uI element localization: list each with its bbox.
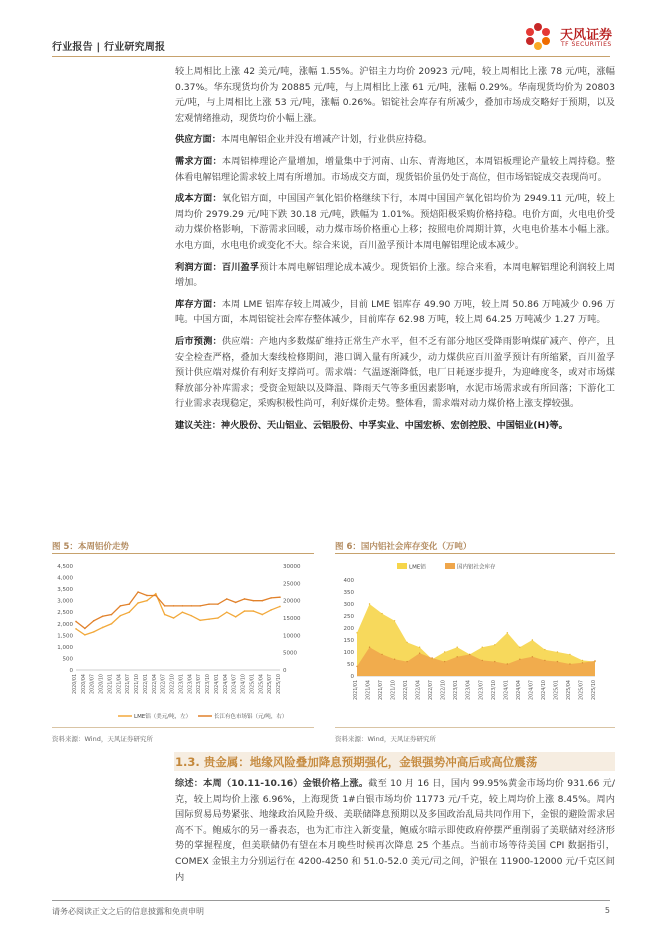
data-point [128, 611, 130, 613]
x-tick-label: 2021/01 [108, 674, 114, 694]
report-header: 行业报告 | 行业研究周报 [52, 42, 166, 53]
x-tick-label: 2021/01 [354, 680, 359, 700]
data-point [93, 631, 95, 633]
data-point [279, 606, 281, 608]
figure6-bottom-rule [335, 727, 615, 728]
data-point [102, 615, 104, 617]
header-divider [52, 56, 610, 57]
y-tick-left: 0 [69, 668, 73, 674]
x-tick-label: 2023/07 [197, 674, 203, 694]
legend-label-lme: LME铝 [409, 564, 426, 571]
x-tick-label: 2022/10 [441, 680, 447, 700]
data-point [182, 611, 184, 613]
x-tick-label: 2023/01 [179, 674, 185, 694]
figure5-source: 资料来源：Wind，天风证券研究所 [52, 735, 153, 743]
data-point [235, 616, 237, 618]
x-tick-label: 2021/07 [379, 680, 385, 700]
data-point [381, 654, 382, 655]
paragraph: 后市预测：供应端：产地内多数煤矿维持正常生产水平，但不乏有部分地区受降雨影响煤矿减产、停产，且安全检查严格，叠加大秦线检修期间，港口调入量有所减少，动力煤供应百川盈孚预计有所缩紧，百川盈孚预计供应端对煤价有利好支撑尚可。需求端：气温逐渐降低，电厂日耗逐步提升，为迎峰度冬，或对市场煤释放部分补库需求；受资金短缺以及降温、降雨天气等多重因素影响，水泥市场需求或有所回落；下游化工行业需求表现稳定，采购积极性尚可，利好煤价走势。整体看，需求端对动力煤价格上涨支撑较强。 [175, 335, 615, 410]
x-tick-label: 2024/07 [529, 680, 535, 700]
y-tick-left: 2,000 [57, 621, 73, 628]
x-tick-label: 2025/07 [579, 680, 585, 700]
y-tick: 250 [343, 614, 354, 620]
data-point [261, 600, 263, 602]
y-tick-left: 2,500 [57, 610, 73, 617]
y-tick: 100 [343, 650, 354, 656]
data-point [369, 647, 370, 648]
brand-name: 天风证券 [560, 28, 613, 43]
footer-disclaimer: 请务必阅读正文之后的信息披露和免责申明 [52, 907, 204, 916]
x-tick-label: 2024/01 [504, 680, 510, 700]
section-lead: 综述：本周（10.11-10.16）金银价格上涨。 [175, 778, 369, 789]
y-tick-left: 1,000 [57, 644, 73, 651]
data-point [279, 596, 281, 598]
data-point [208, 618, 210, 620]
data-point [519, 647, 520, 648]
x-tick-label: 2024/10 [241, 674, 247, 694]
data-point [356, 666, 357, 667]
y-tick: 200 [343, 626, 354, 632]
data-point [494, 661, 495, 662]
data-point [208, 603, 210, 605]
data-point [173, 605, 175, 607]
data-point [582, 660, 583, 661]
x-tick-label: 2020/04 [81, 674, 87, 694]
data-point [235, 602, 237, 604]
x-tick-label: 2023/01 [454, 680, 460, 700]
data-point [137, 602, 139, 604]
data-point [173, 617, 175, 619]
data-point [557, 661, 558, 662]
data-point [191, 615, 193, 617]
data-point [494, 644, 495, 645]
paragraph: 库存方面：本周 LME 铝库存较上周减少，目前 LME 铝库存 49.90 万吨，较上周 50.86 万吨减少 0.96 万吨。中国方面，本周铝锭社会库存整体减少，目前库存 62.98 万吨，较上周 64.25 万吨减少 1.27 万吨。 [175, 298, 616, 326]
data-point [544, 649, 545, 650]
data-point [507, 632, 508, 633]
data-point [217, 603, 219, 605]
figure5-bottom-rule [52, 727, 314, 728]
data-point [226, 598, 228, 600]
x-tick-label: 2024/07 [232, 674, 238, 694]
figure6-chart [335, 558, 615, 726]
legend-label-lme: LME铝（美元/吨，左） [134, 714, 192, 720]
data-point [419, 647, 420, 648]
x-tick-label: 2024/04 [223, 674, 229, 694]
data-point [356, 632, 357, 633]
data-point [532, 656, 533, 657]
data-point [569, 654, 570, 655]
y-tick-right: 5000 [283, 650, 297, 657]
section-text: 截至 10 月 16 日，国内 99.95%黄金市场均价 931.66 元/克，较上周均价上涨 6.96%，上海现货 1#白银市场均价 11773 元/千克，较上周均价上涨 8.45%。周内国际贸易局势紧张、地缘政治风险升级、美联储降息预期以及多国政治乱局共同作用下，金银的避险需求居高不下。鲍威尔的另一番表态，也为汇市注入新变量，鲍威尔暗示即使政府停摆严重削弱了美联储对经济形势的掌握程度，但美联储仍有望在本月晚些时候再次降息 25 个基点。当前市场等待美国 CPI 数据指引，COMEX 金银主力分别运行在 4200-4250 和 51.0-52.0 美元/司之间，沪银在 11900-12000 元/千克区间内 [175, 778, 615, 883]
x-tick-label: 2022/01 [404, 680, 410, 700]
data-point [457, 656, 458, 657]
data-point [394, 620, 395, 621]
brand-sub: TF SECURITIES [561, 41, 612, 48]
data-point [444, 651, 445, 652]
data-point [164, 614, 166, 616]
data-point [164, 605, 166, 607]
footer-divider [52, 900, 610, 901]
x-tick-label: 2021/07 [126, 674, 132, 694]
x-tick-label: 2025/10 [592, 680, 597, 700]
x-tick-label: 2020/07 [90, 674, 96, 694]
legend-swatch-domestic [445, 563, 455, 569]
figure6-title: 图 6：国内铝社会库存变化（万吨） [335, 542, 472, 552]
y-tick-right: 10000 [283, 633, 301, 640]
data-point [226, 611, 228, 613]
data-point [155, 593, 157, 595]
legend-swatch-lme [397, 563, 407, 569]
data-point [199, 605, 201, 607]
page-number: 5 [604, 906, 610, 915]
data-point [557, 651, 558, 652]
data-point [569, 663, 570, 664]
data-point [75, 628, 77, 630]
paragraph: 供应方面：本周电解铝企业并没有增减产计划，行业供应持稳。 [175, 134, 433, 146]
y-tick-right: 0 [283, 668, 287, 674]
data-point [128, 603, 130, 605]
section-title: 1.3. 贵金属：地缘风险叠加降息预期强化，金银强势冲高后或高位震荡 [175, 755, 538, 769]
paragraph: 需求方面：本周铝棒理论产量增加，增量集中于河南、山东、青海地区，本周铝板理论产量较上周持稳。整体看电解铝理论需求较上周有所增加。市场成交方面，现货铝价虽仍处于高位，但市场铝锭成交表现尚可。 [175, 155, 615, 183]
x-tick-label: 2025/10 [277, 674, 282, 694]
y-tick: 300 [343, 602, 354, 608]
data-point [406, 642, 407, 643]
data-point [431, 659, 432, 660]
data-point [253, 610, 255, 612]
data-point [582, 662, 583, 663]
x-tick-label: 2025/07 [268, 674, 274, 694]
x-tick-label: 2021/04 [366, 680, 372, 700]
data-point [84, 634, 86, 636]
data-point [120, 615, 122, 617]
figure6-source: 资料来源：Wind，天风证券研究所 [335, 735, 436, 743]
y-tick-left: 3,500 [57, 587, 73, 594]
data-point [482, 660, 483, 661]
body-text [175, 64, 615, 439]
paragraph: 成本方面：氧化铝方面，中国国产氧化铝价格继续下行，本周中国国产氧化铝均价为 2949.11 元/吨，较上周均价 2979.29 元/吨下跌 30.18 元/吨，跌幅为 1.01%。预焙阳极采购价格持稳。电价方面，火电电价受动力煤价格影响，下游需求回暖，动力煤市场价格重心上移；按照电价周期计算，火电电价基本小幅上涨。水电方面，水电电价或变化不大。综合来说，百川盈孚预计本周电解铝理论成本减少。 [175, 193, 616, 251]
x-tick-label: 2021/04 [117, 674, 123, 694]
x-tick-label: 2020/01 [73, 674, 78, 694]
x-tick-label: 2025/04 [566, 680, 572, 700]
x-tick-label: 2024/04 [516, 680, 522, 700]
x-tick-label: 2025/04 [259, 674, 265, 694]
x-tick-label: 2022/04 [416, 680, 422, 700]
data-point [261, 614, 263, 616]
data-point [93, 620, 95, 622]
data-point [270, 609, 272, 611]
data-point [84, 628, 86, 630]
figure5-rule [52, 553, 314, 554]
data-point [431, 657, 432, 658]
data-point [244, 610, 246, 612]
y-tick: 50 [347, 662, 354, 668]
data-point [137, 591, 139, 593]
paragraph: 较上周相比上涨 42 美元/吨，涨幅 1.55%。沪铝主力均价 20923 元/吨，较上周相比上涨 78 元/吨，涨幅 0.37%。华东现货均价为 20885 元/吨，与上周相比上涨 61 元/吨，涨幅 0.29%。华南现货均价为 20803 元/吨，与上周相比上涨 53 元/吨，涨幅 0.26%。铝锭社会库存有所减少，叠加市场成交略好于预期，以及宏观情绪推动，现货均价小幅上涨。 [175, 66, 615, 124]
y-tick-left: 4,500 [57, 564, 73, 570]
figure5-title: 图 5：本周铝价走势 [52, 542, 129, 552]
y-tick-right: 25000 [283, 581, 301, 588]
x-tick-label: 2022/07 [161, 674, 167, 694]
y-tick-right: 30000 [283, 564, 301, 570]
x-tick-label: 2023/07 [479, 680, 485, 700]
data-point [270, 597, 272, 599]
data-point [369, 603, 370, 604]
legend-label-changjiang: 长江有色市场铝（元/吨，右） [214, 714, 288, 720]
data-point [75, 621, 77, 623]
data-point [155, 595, 157, 597]
x-tick-label: 2023/10 [491, 680, 497, 700]
x-tick-label: 2023/04 [188, 674, 194, 694]
y-tick-right: 15000 [283, 616, 301, 622]
x-tick-label: 2022/04 [152, 674, 158, 694]
data-point [394, 659, 395, 660]
x-tick-label: 2020/10 [99, 674, 105, 694]
x-tick-label: 2023/10 [206, 674, 212, 694]
series-line-changjiang [76, 592, 280, 628]
figure5-chart [52, 558, 314, 726]
y-tick: 150 [343, 638, 354, 644]
y-tick-left: 1,500 [57, 633, 73, 640]
y-tick: 350 [343, 590, 354, 596]
data-point [544, 660, 545, 661]
data-point [102, 627, 104, 629]
y-tick-left: 500 [62, 656, 73, 663]
data-point [146, 595, 148, 597]
data-point [469, 654, 470, 655]
data-point [191, 605, 193, 607]
data-point [244, 598, 246, 600]
data-point [253, 600, 255, 602]
data-point [594, 660, 595, 661]
data-point [507, 663, 508, 664]
x-tick-label: 2025/01 [554, 680, 560, 700]
x-tick-label: 2024/10 [541, 680, 547, 700]
data-point [532, 639, 533, 640]
data-point [111, 623, 113, 625]
data-point [146, 600, 148, 602]
recommendation: 建议关注：神火股份、天山铝业、云铝股份、中孚实业、中国宏桥、宏创控股、中国铝业(H)等。 [175, 419, 568, 431]
y-tick: 400 [343, 578, 354, 584]
data-point [182, 605, 184, 607]
x-tick-label: 2021/10 [135, 674, 141, 694]
data-point [457, 647, 458, 648]
x-tick-label: 2022/01 [143, 674, 149, 694]
figure6-rule [335, 553, 615, 554]
data-point [381, 613, 382, 614]
legend-label-domestic: 国内铝社会库存 [457, 564, 496, 571]
y-tick: 0 [350, 674, 354, 680]
data-point [199, 620, 201, 622]
data-point [519, 659, 520, 660]
data-point [111, 614, 113, 616]
data-point [419, 653, 420, 654]
x-tick-label: 2025/01 [250, 674, 256, 694]
y-tick-right: 20000 [283, 598, 301, 605]
x-tick-label: 2021/10 [391, 680, 397, 700]
data-point [120, 605, 122, 607]
data-point [444, 661, 445, 662]
x-tick-label: 2024/01 [214, 674, 220, 694]
y-tick-left: 3,000 [57, 598, 73, 605]
y-tick-left: 4,000 [57, 575, 73, 582]
data-point [406, 661, 407, 662]
data-point [482, 647, 483, 648]
x-tick-label: 2023/04 [466, 680, 472, 700]
section-paragraph [175, 776, 615, 885]
x-tick-label: 2022/07 [429, 680, 435, 700]
data-point [217, 617, 219, 619]
x-tick-label: 2022/10 [170, 674, 176, 694]
paragraph: 利润方面：百川盈孚预计本周电解铝理论成本减少。现货铝价上涨。综合来看，本周电解铝理论利润较上周增加。 [175, 261, 616, 289]
